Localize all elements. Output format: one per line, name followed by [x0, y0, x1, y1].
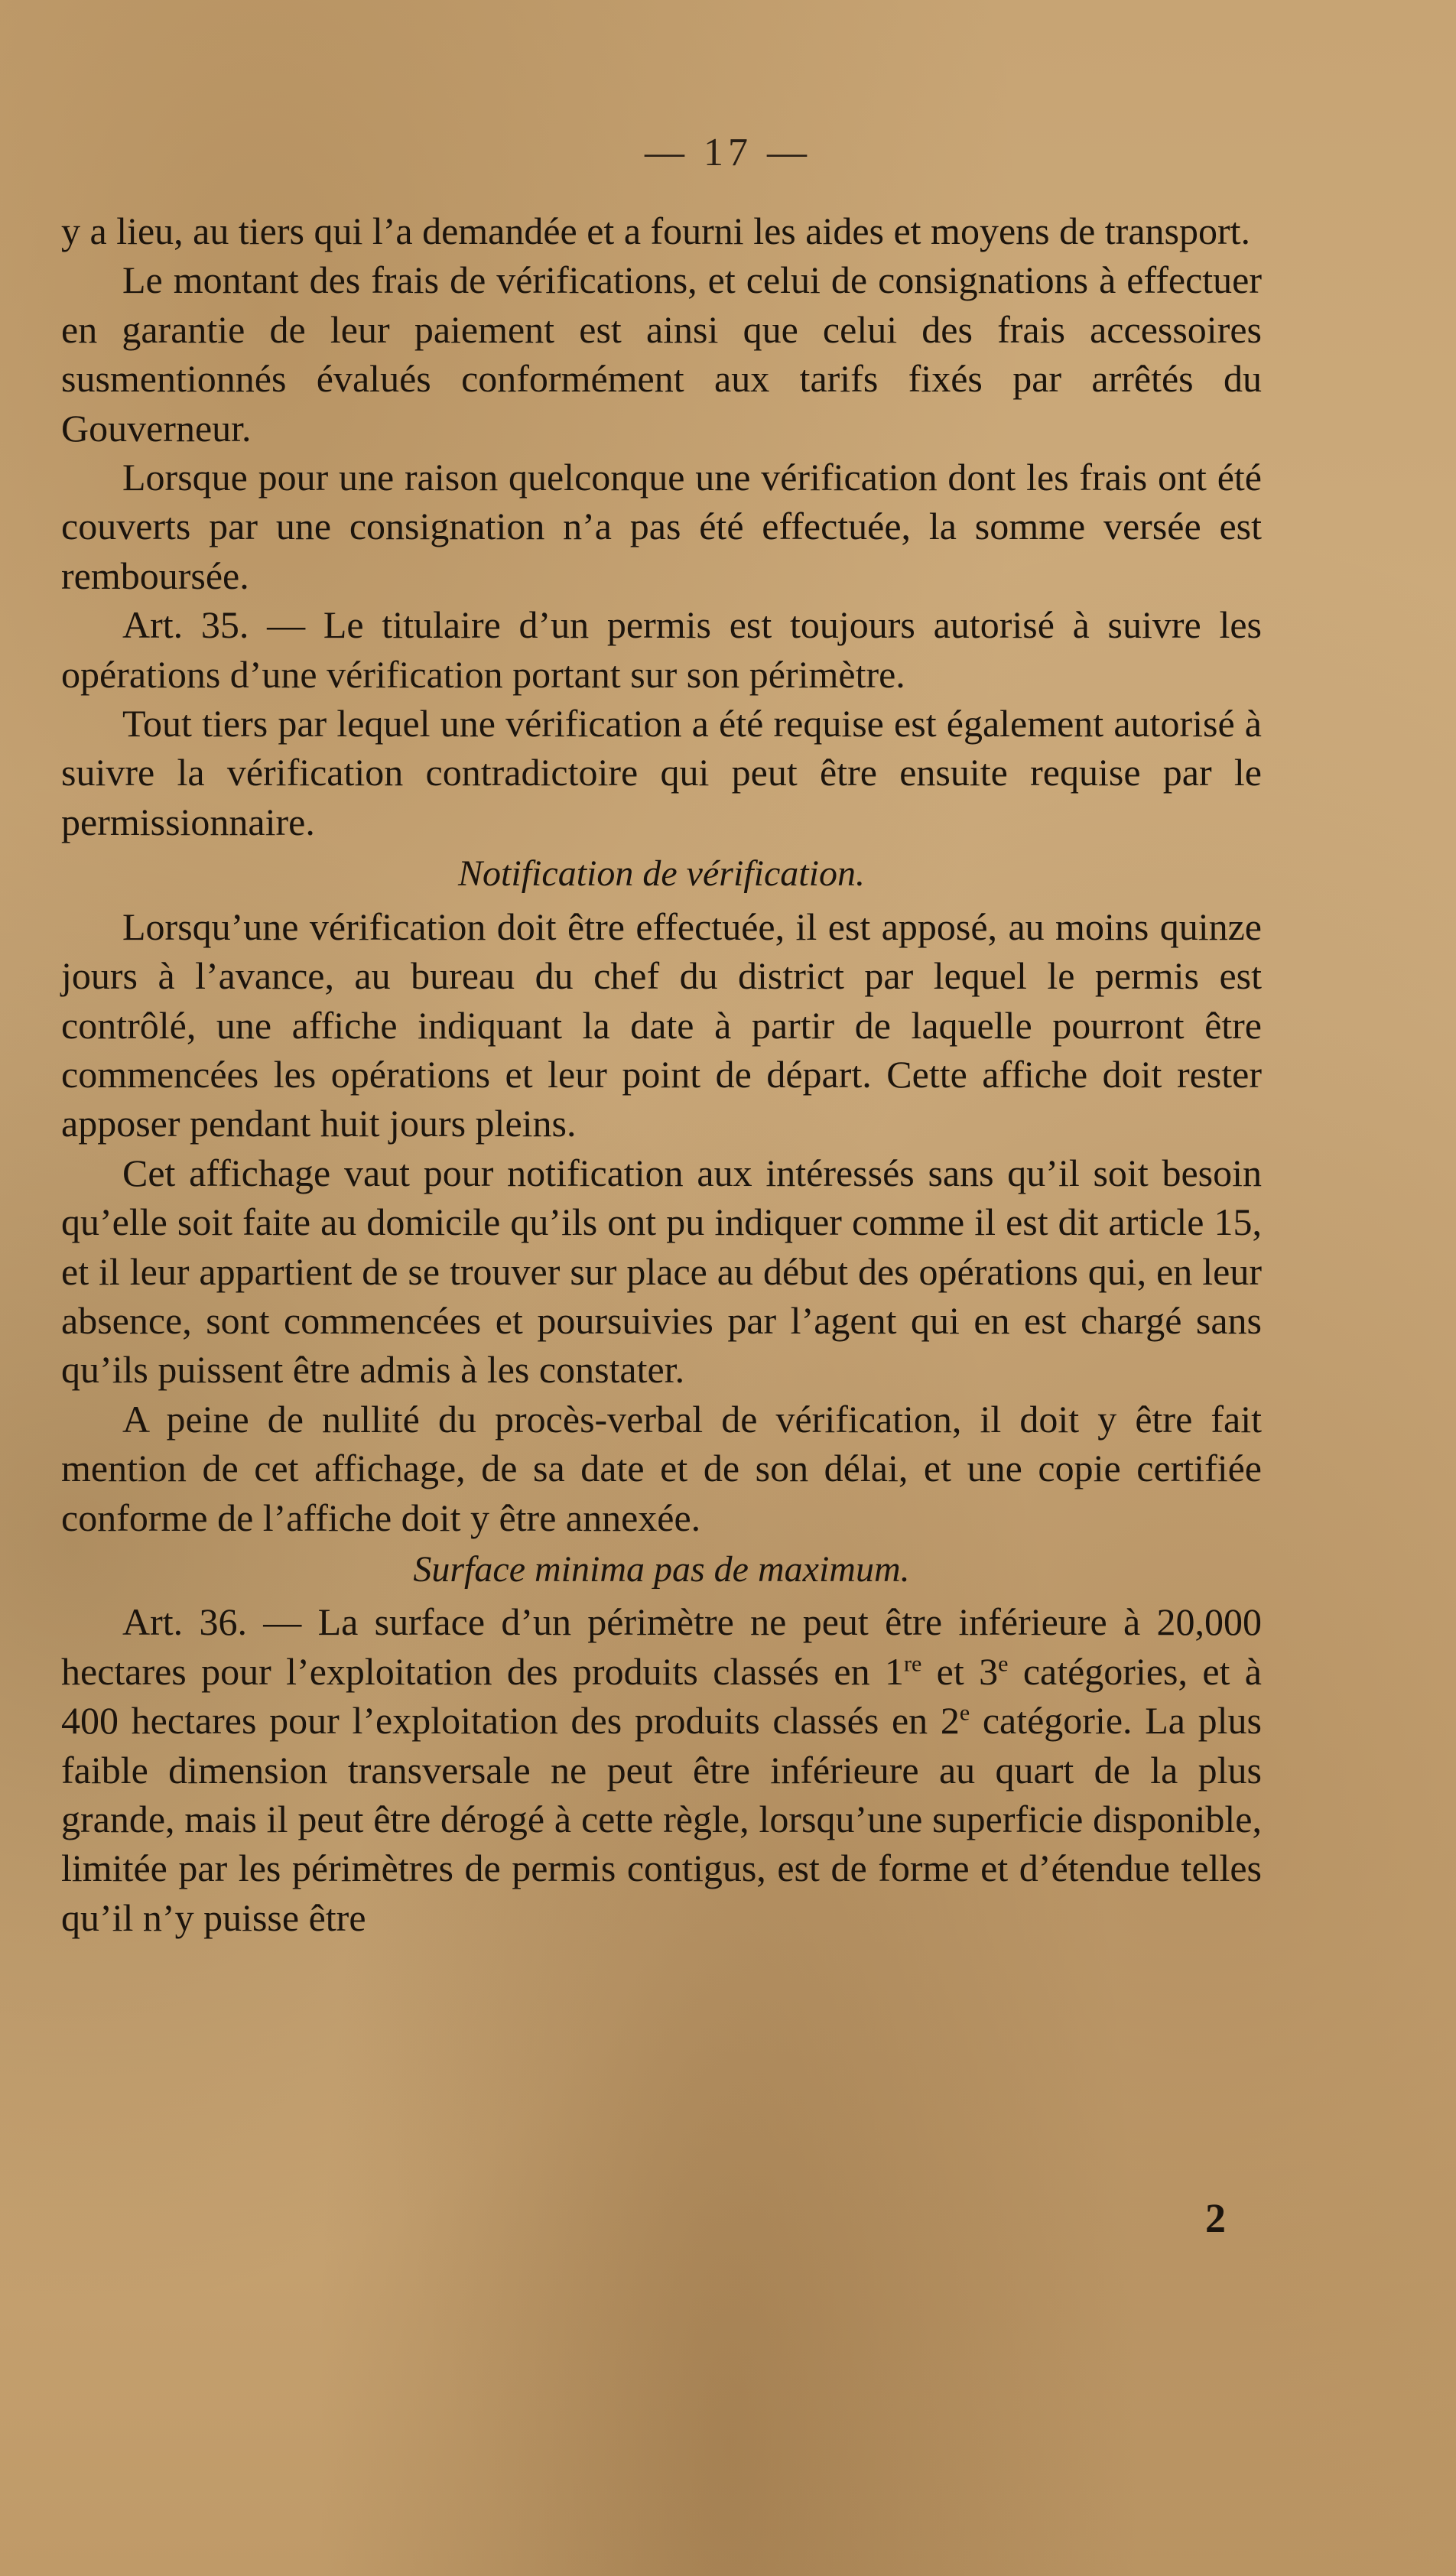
section-heading-notification: Notification de vérification.: [458, 853, 865, 895]
signature-mark: 2: [1205, 2195, 1226, 2241]
article-36-text-b: et 3: [921, 1649, 999, 1693]
paragraph-article-35: Art. 35. — Le titulaire d’un permis est toujours autorisé à suivre les opérations d’une vérification portant sur son périmètre.: [61, 603, 1262, 696]
paragraph-affichage: Cet affichage vaut pour notification aux intéressés sans qu’il soit besoin qu’elle soit faite au domicile qu’ils ont pu indiquer comme il est dit article 15, et il leur appartient de se trouver sur place au début des opérations qui, en leur absence, sont commencées et poursuivies par l’agent qui en est chargé sans qu’ils puissent être admis à les constater.: [61, 1151, 1262, 1392]
paragraph-affiche: Lorsqu’une vérification doit être effectuée, il est apposé, au moins quinze jours à l’avance, au bureau du chef du district par lequel le permis est contrôlé, une affiche indiquant la date à partir de laquelle pourront être commencées les opérations et leur point de départ. Cette affiche doit rester apposer pendant huit jours pleins.: [61, 905, 1262, 1145]
paragraph-article-36: [61, 1597, 1262, 1942]
article-36-text-c: catégories, et à 400 hectares pour l’exploitation des produits classés en 2: [61, 1649, 1263, 1743]
paragraph-nullite: A peine de nullité du procès-verbal de vérification, il doit y être fait mention de cet affichage, de sa date et de son délai, et une copie certifiée conforme de l’affiche doit y être annexée.: [61, 1397, 1262, 1539]
paragraph-tiers: Tout tiers par lequel une vérification a été requise est également autorisé à suivre la vérification contradictoire qui peut être ensuite requise par le permissionnaire.: [61, 702, 1262, 843]
ordinal-superscript: re: [903, 1651, 922, 1677]
paragraph-frais-verification: Le montant des frais de vérifications, et celui de consignations à effectuer en garantie de leur paiement est ainsi que celui des frais accessoires susmentionnés évalués conformément aux tarifs fixés par arrêtés du Gouverneur.: [61, 258, 1262, 450]
ordinal-superscript: e: [998, 1651, 1009, 1677]
body-text: [61, 206, 1262, 1942]
ordinal-superscript: e: [959, 1700, 970, 1726]
paragraph-continuation: y a lieu, au tiers qui l’a demandée et a fourni les aides et moyens de transport.: [61, 210, 1251, 252]
paragraph-remboursement: Lorsque pour une raison quelconque une vérification dont les frais ont été couverts par une consignation n’a pas été effectuée, la somme versée est remboursée.: [61, 456, 1262, 597]
section-heading-surface: Surface minima pas de maximum.: [413, 1548, 910, 1590]
page-number: — 17 —: [645, 131, 811, 174]
article-36-text-a: Art. 36. — La surface d’un périmètre ne peut être inférieure à 20,000 hectares pour l’exploitation des produits classés en 1: [61, 1600, 1262, 1693]
article-36-text-d: catégorie. La plus faible dimension transversale ne peut être inférieure au quart de la plus grande, mais il peut être dérogé à cette règle, lorsqu’une superficie disponible, limitée par les périmètres de permis contigus, est de forme et d’étendue telles qu’il n’y puisse être: [61, 1699, 1262, 1939]
